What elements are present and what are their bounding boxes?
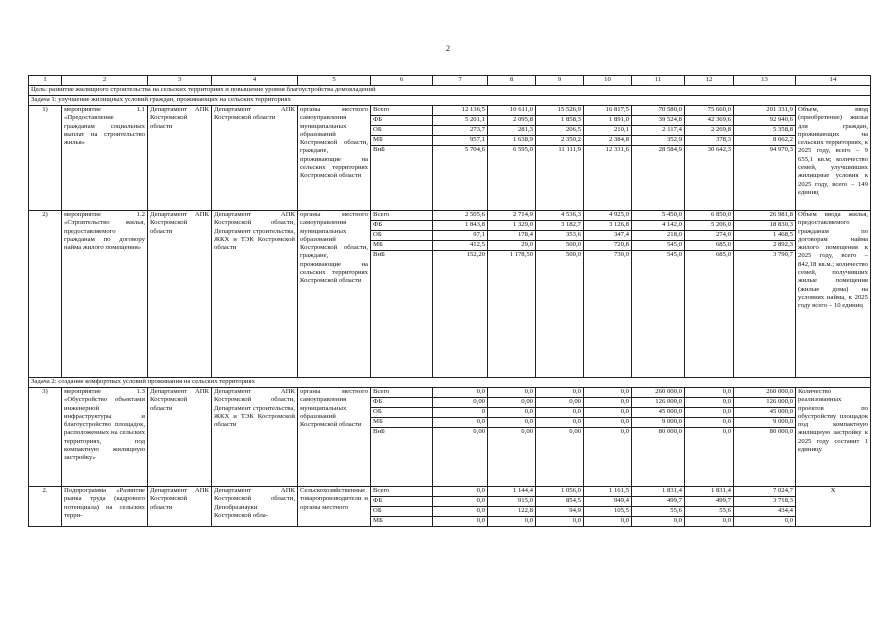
funding-value: 92 940,6 — [734, 116, 796, 126]
executor: Департамент АПК Костромской области — [212, 106, 298, 211]
item-number: 2) — [29, 211, 62, 378]
column-number: 9 — [536, 76, 584, 86]
funding-value: 105,5 — [584, 507, 632, 517]
funding-value: 26 981,8 — [734, 211, 796, 221]
funding-value: 42 369,6 — [685, 116, 734, 126]
funding-value: 500,0 — [536, 241, 584, 251]
funding-value: 260 000,0 — [734, 388, 796, 398]
funding-value: 2 714,9 — [488, 211, 536, 221]
funding-value: 0,0 — [584, 398, 632, 408]
participants: органы местного самоуправления муниципальных образований Костромской области, граждане, проживающие на сельских территориях Костромской области — [298, 211, 371, 378]
funding-value: 1 329,0 — [488, 221, 536, 231]
page-number: 2 — [446, 44, 450, 53]
coordinator: Департамент АПК Костромской области — [148, 106, 212, 211]
funding-value: 5 201,1 — [433, 116, 488, 126]
funding-value: 0,0 — [584, 418, 632, 428]
funding-value: 55,6 — [685, 507, 734, 517]
funding-value: 12 136,5 — [433, 106, 488, 116]
funding-value: 0,0 — [488, 408, 536, 418]
funding-value: 347,4 — [584, 231, 632, 241]
column-number: 13 — [734, 76, 796, 86]
funding-value: 0,0 — [584, 428, 632, 487]
funding-value: 0,0 — [685, 418, 734, 428]
funding-value: 0,0 — [488, 517, 536, 527]
funding-value: 30 642,3 — [685, 146, 734, 211]
column-number: 7 — [433, 76, 488, 86]
funding-value: 1 891,0 — [584, 116, 632, 126]
funding-value: 0,0 — [685, 408, 734, 418]
funding-value: 1 638,9 — [488, 136, 536, 146]
funding-value: 0,0 — [632, 517, 685, 527]
funding-value: 126 000,0 — [734, 398, 796, 408]
goal-text: Цель: развитие жилищного строительства на сельских территориях и повышение уровня благоустройства домовладений — [29, 86, 871, 96]
funding-value: 0,0 — [685, 398, 734, 408]
funding-value: 1 178,50 — [488, 251, 536, 378]
funding-value: 39 524,8 — [632, 116, 685, 126]
funding-value: 0,0 — [584, 517, 632, 527]
table-row — [29, 388, 871, 398]
funding-source: ОБ — [371, 507, 433, 517]
funding-source: ВнБ — [371, 146, 433, 211]
column-number: 4 — [212, 76, 298, 86]
funding-value: 0,0 — [433, 517, 488, 527]
funding-value: 0,0 — [488, 418, 536, 428]
funding-value: 152,20 — [433, 251, 488, 378]
funding-value: 1 144,4 — [488, 487, 536, 497]
funding-value: 0,0 — [433, 388, 488, 398]
executor: Департамент АПК Костромской области, Департамент строительства, ЖКХ и ТЭК Костромской области — [212, 211, 298, 378]
task2-text-row — [29, 378, 871, 388]
funding-value: 0,0 — [433, 497, 488, 507]
funding-value: 720,8 — [584, 241, 632, 251]
funding-value: 0,0 — [685, 517, 734, 527]
funding-value: 352,9 — [632, 136, 685, 146]
expected-result: Объем ввода жилья, предоставляемого гражданам по договорам найма жилого помещения к 2025 году, всего – 842,18 кв.м.; количество семей, получивших жилые помещения (жилые дома) на условиях найма, к 2025 году всего – 10 единиц — [796, 211, 871, 378]
funding-source: МБ — [371, 136, 433, 146]
funding-value: 854,5 — [536, 497, 584, 507]
funding-value: 97,1 — [433, 231, 488, 241]
funding-value: 16 817,5 — [584, 106, 632, 116]
funding-source: Всего — [371, 388, 433, 398]
funding-value: 18 830,3 — [734, 221, 796, 231]
funding-value: 0,0 — [433, 418, 488, 428]
funding-value: 2 505,6 — [433, 211, 488, 221]
item-name: мероприятие 1.1 «Предоставление гражданам социальных выплат на строительство жилья» — [62, 106, 148, 211]
table-row — [29, 487, 871, 497]
funding-value: 0,0 — [536, 408, 584, 418]
funding-value: 685,0 — [685, 241, 734, 251]
funding-source: МБ — [371, 241, 433, 251]
funding-value: 273,7 — [433, 126, 488, 136]
funding-value: 434,4 — [734, 507, 796, 517]
expected-result: Х — [796, 487, 871, 527]
funding-value: 0,0 — [433, 507, 488, 517]
funding-value: 0,0 — [536, 418, 584, 428]
column-number: 1 — [29, 76, 62, 86]
funding-value: 126 000,0 — [632, 398, 685, 408]
funding-value: 2 095,8 — [488, 116, 536, 126]
funding-value: 1 831,4 — [632, 487, 685, 497]
task2-text: Задача 2: создание комфортных условий проживания на сельских территориях — [29, 378, 871, 388]
funding-value: 730,0 — [584, 251, 632, 378]
funding-source: МБ — [371, 418, 433, 428]
funding-source: ВнБ — [371, 428, 433, 487]
funding-value: 9 000,0 — [632, 418, 685, 428]
funding-value: 94,9 — [536, 507, 584, 517]
funding-value: 957,1 — [433, 136, 488, 146]
funding-value: 260 000,0 — [632, 388, 685, 398]
participants: Сельскохозяйственные товаропроизводители и органы местного — [298, 487, 371, 527]
funding-source: ОБ — [371, 231, 433, 241]
executor: Департамент АПК Костромской области, Департамент строительства, ЖКХ и ТЭК Костромской области — [212, 388, 298, 487]
item-number: 3) — [29, 388, 62, 487]
participants: органы местного самоуправления муниципальных образований Костромской области — [298, 388, 371, 487]
funding-source: ОБ — [371, 408, 433, 418]
funding-value: 210,1 — [584, 126, 632, 136]
funding-value: 70 580,0 — [632, 106, 685, 116]
funding-value: 15 526,9 — [536, 106, 584, 116]
column-number: 3 — [148, 76, 212, 86]
funding-source: ФБ — [371, 497, 433, 507]
column-number: 10 — [584, 76, 632, 86]
funding-value: 201 331,9 — [734, 106, 796, 116]
funding-value: 0,0 — [584, 388, 632, 398]
funding-value: 55,6 — [632, 507, 685, 517]
funding-value: 499,7 — [632, 497, 685, 507]
funding-value: 949,4 — [584, 497, 632, 507]
funding-value: 1 056,0 — [536, 487, 584, 497]
funding-value: 4 925,0 — [584, 211, 632, 221]
goal-text-row — [29, 86, 871, 96]
funding-value: 685,0 — [685, 251, 734, 378]
funding-value: 206,5 — [536, 126, 584, 136]
column-number: 2 — [62, 76, 148, 86]
funding-value: 0,0 — [488, 388, 536, 398]
column-number: 5 — [298, 76, 371, 86]
column-numbers-row — [29, 76, 871, 86]
funding-value: 274,0 — [685, 231, 734, 241]
funding-value: 5 206,0 — [685, 221, 734, 231]
funding-value: 45 000,0 — [632, 408, 685, 418]
column-number: 6 — [371, 76, 433, 86]
funding-source: МБ — [371, 517, 433, 527]
funding-value: 499,7 — [685, 497, 734, 507]
funding-value: 4 142,0 — [632, 221, 685, 231]
expected-result: Количество реализованных проектов по обустройству площадок под компактную жилищную застройку к 2025 году составит 1 единицу — [796, 388, 871, 487]
funding-value: 0,00 — [488, 398, 536, 408]
funding-value: 10 611,0 — [488, 106, 536, 116]
program-table — [28, 75, 871, 527]
item-name: мероприятие 1.3 «Обустройство объектами инженерной инфраструктуры и благоустройство площадок, расположенных на сельских территориях, под компактную жилищную застройку» — [62, 388, 148, 487]
funding-value: 1 831,4 — [685, 487, 734, 497]
funding-value: 2 350,2 — [536, 136, 584, 146]
funding-value: 2 892,3 — [734, 241, 796, 251]
item-name: Подпрограмма «Развитие рынка труда (кадрового потенциала) на сельских терри- — [62, 487, 148, 527]
funding-value: 0 — [433, 408, 488, 418]
column-number: 12 — [685, 76, 734, 86]
funding-value: 0,00 — [488, 428, 536, 487]
funding-value: 0,00 — [536, 428, 584, 487]
funding-source: Всего — [371, 106, 433, 116]
funding-value: 1 161,5 — [584, 487, 632, 497]
funding-value: 4 536,3 — [536, 211, 584, 221]
funding-value: 915,0 — [488, 497, 536, 507]
funding-value: 80 000,0 — [734, 428, 796, 487]
column-number: 11 — [632, 76, 685, 86]
funding-value: 9 000,0 — [734, 418, 796, 428]
table-row — [29, 106, 871, 116]
item-number: 1) — [29, 106, 62, 211]
funding-source: ФБ — [371, 116, 433, 126]
funding-value: 3 790,7 — [734, 251, 796, 378]
funding-value: 2 384,8 — [584, 136, 632, 146]
coordinator: Департамент АПК Костромской области — [148, 388, 212, 487]
funding-value: 0,00 — [536, 398, 584, 408]
funding-value: 8 062,2 — [734, 136, 796, 146]
funding-value: 178,4 — [488, 231, 536, 241]
funding-value: 80 000,0 — [632, 428, 685, 487]
funding-value: 3 718,3 — [734, 497, 796, 507]
funding-value: 94 970,3 — [734, 146, 796, 211]
funding-source: Всего — [371, 487, 433, 497]
funding-value: 29,0 — [488, 241, 536, 251]
funding-source: Всего — [371, 211, 433, 221]
expected-result: Объем, ввод (приобретение) жилья для граждан, проживающих на сельских территориях, к 2025 году, всего – 9 655,1 кв.м; количество семей, улучшивших жилищные условия к 2025 году, всего – 149 единиц — [796, 106, 871, 211]
funding-value: 0,0 — [734, 517, 796, 527]
funding-value: 6 850,0 — [685, 211, 734, 221]
funding-value: 5 704,6 — [433, 146, 488, 211]
column-number: 14 — [796, 76, 871, 86]
funding-value: 28 584,9 — [632, 146, 685, 211]
funding-value: 0,0 — [685, 388, 734, 398]
funding-value: 412,5 — [433, 241, 488, 251]
funding-value: 2 117,4 — [632, 126, 685, 136]
funding-value: 3 126,8 — [584, 221, 632, 231]
funding-value: 545,0 — [632, 241, 685, 251]
funding-value: 1 468,5 — [734, 231, 796, 241]
funding-source: ФБ — [371, 221, 433, 231]
column-number: 8 — [488, 76, 536, 86]
funding-value: 281,3 — [488, 126, 536, 136]
funding-value: 2 269,8 — [685, 126, 734, 136]
item-number: 2. — [29, 487, 62, 527]
funding-value: 500,0 — [536, 251, 584, 378]
funding-value: 12 331,6 — [584, 146, 632, 211]
item-name: мероприятие 1.2 «Строительство жилья, предоставляемого гражданам по договору найма жилого помещения» — [62, 211, 148, 378]
funding-value: 1 843,8 — [433, 221, 488, 231]
funding-value: 3 182,7 — [536, 221, 584, 231]
funding-value: 0,0 — [433, 487, 488, 497]
funding-value: 45 000,0 — [734, 408, 796, 418]
executor: Департамент АПК Костромской области, Депобразнауки Костромской обла- — [212, 487, 298, 527]
funding-value: 0,0 — [685, 428, 734, 487]
funding-value: 5 358,8 — [734, 126, 796, 136]
funding-value: 1 858,3 — [536, 116, 584, 126]
funding-source: ФБ — [371, 398, 433, 408]
funding-source: ВнБ — [371, 251, 433, 378]
funding-value: 0,0 — [536, 388, 584, 398]
funding-value: 122,8 — [488, 507, 536, 517]
funding-value: 75 660,0 — [685, 106, 734, 116]
funding-value: 0,00 — [433, 398, 488, 408]
funding-value: 7 024,7 — [734, 487, 796, 497]
coordinator: Департамент АПК Костромской области — [148, 211, 212, 378]
task1-text: Задача 1: улучшение жилищных условий граждан, проживающих на сельских территориях — [29, 96, 871, 106]
funding-value: 0,0 — [536, 517, 584, 527]
participants: органы местного самоуправления муниципальных образований Костромской области, граждане, проживающие на сельских территориях Костромской области — [298, 106, 371, 211]
funding-value: 6 595,0 — [488, 146, 536, 211]
funding-value: 378,3 — [685, 136, 734, 146]
funding-value: 0,00 — [433, 428, 488, 487]
funding-value: 545,0 — [632, 251, 685, 378]
table-row — [29, 211, 871, 221]
task1-text-row — [29, 96, 871, 106]
funding-value: 218,0 — [632, 231, 685, 241]
funding-value: 353,6 — [536, 231, 584, 241]
funding-value: 0,0 — [584, 408, 632, 418]
funding-value: 11 111,9 — [536, 146, 584, 211]
coordinator: Департамент АПК Костромской области — [148, 487, 212, 527]
funding-value: 5 450,0 — [632, 211, 685, 221]
funding-source: ОБ — [371, 126, 433, 136]
